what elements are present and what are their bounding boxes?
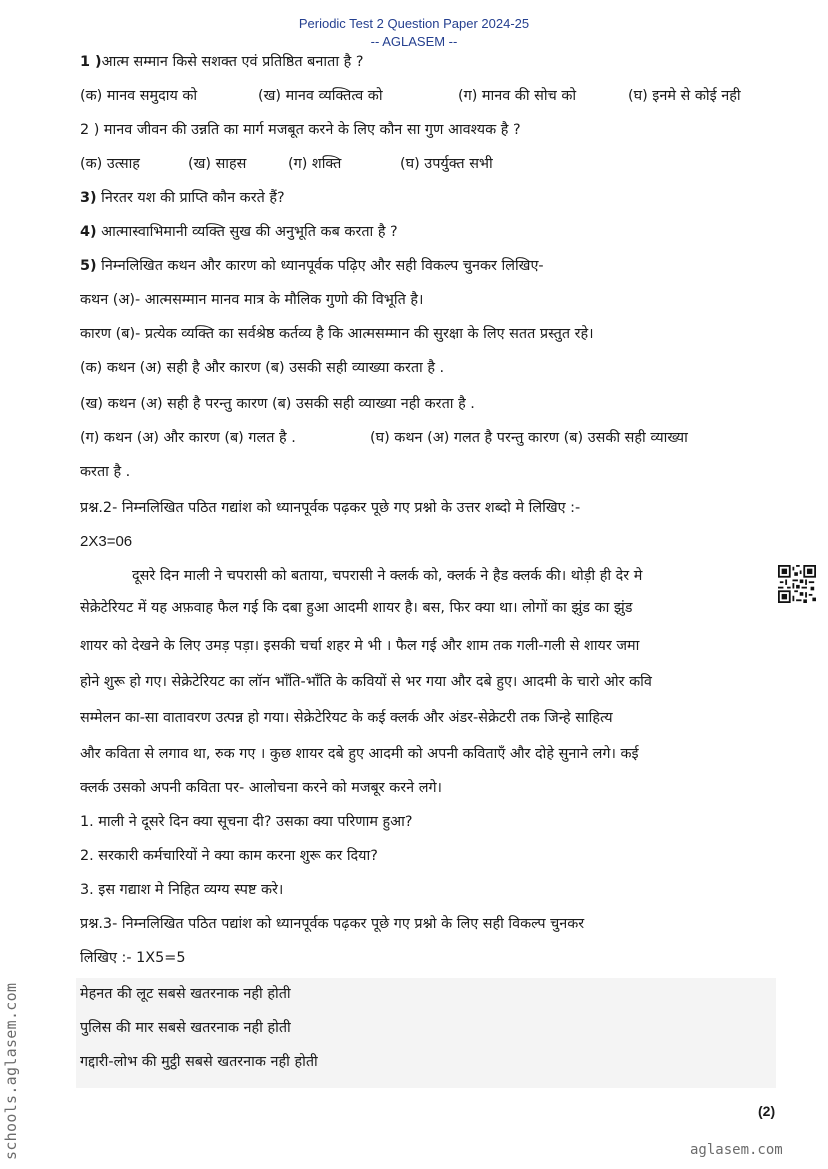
option-a: (क) मानव समुदाय को	[80, 88, 198, 104]
section-3-heading-continued: लिखिए :- 1X5=5	[80, 950, 186, 966]
option-b: (ख) मानव व्यक्तित्व को	[258, 88, 383, 104]
passage-line: और कविता से लगाव था, रुक गए । कुछ शायर दबे हुए आदमी को अपनी कविताएँ और दोहे सुनाने लगे। कई	[80, 746, 639, 762]
assertion: कथन (अ)- आत्मसम्मान मानव मात्र के मौलिक गुणो की विभूति है।	[80, 292, 424, 308]
option-b: (ख) कथन (अ) सही है परन्तु कारण (ब) उसकी सही व्याख्या नही करता है .	[80, 396, 475, 412]
qr-code-icon	[778, 565, 816, 603]
section-2-heading: प्रश्न.2- निम्नलिखित पठित गद्यांश को ध्यानपूर्वक पढ़कर पूछे गए प्रश्नो के उत्तर शब्दो मे लिखिए :-	[80, 500, 581, 516]
paper-title: Periodic Test 2 Question Paper 2024-25	[298, 16, 530, 31]
poem-line: मेहनत की लूट सबसे खतरनाक नही होती	[80, 986, 291, 1002]
question-1-options	[80, 86, 741, 106]
question-text: आत्मास्वाभिमानी व्यक्ति सुख की अनुभूति कब करता है ?	[96, 224, 398, 240]
question-number: 2 )	[80, 122, 100, 138]
question-text: मानव जीवन की उन्नति का मार्ग मजबूत करने के लिए कौन सा गुण आवश्यक है ?	[99, 122, 521, 138]
question-text: आत्म सम्मान किसे सशक्त एवं प्रतिष्ठित बनाता है ?	[101, 54, 364, 70]
question-3	[80, 188, 285, 208]
section-3-heading: प्रश्न.3- निम्नलिखित पठित पद्यांश को ध्यानपूर्वक पढ़कर पूछे गए प्रश्नो के लिए सही विकल्प चुनकर	[80, 916, 585, 932]
footer-site: aglasem.com	[690, 1142, 783, 1158]
question-number: 1 )	[80, 54, 102, 70]
page-number: (2)	[758, 1103, 776, 1119]
section-2-marks: 2X3=06	[80, 533, 133, 550]
option-c: (ग) कथन (अ) और कारण (ब) गलत है .	[80, 430, 296, 446]
passage-line: क्लर्क उसको अपनी कविता पर- आलोचना करने को मजबूर करने लगे।	[80, 780, 443, 796]
option-b: (ख) साहस	[188, 156, 247, 172]
question-4	[80, 222, 398, 242]
question-2	[80, 120, 521, 140]
passage-line: होने शुरू हो गए। सेक्रेटेरियट का लॉन भाँति-भाँति के कवियों से भर गया और दबे हुए। आदमी के चारो ओर कवि	[80, 674, 652, 690]
option-d: (घ) इनमे से कोई नही	[628, 88, 741, 104]
passage-line: शायर को देखने के लिए उमड़ पड़ा। इसकी चर्चा शहर मे भी । फैल गई और शाम तक गली-गली से शायर जमा	[80, 638, 640, 654]
side-watermark: schools.aglasem.com	[2, 982, 20, 1160]
passage-question-3: 3. इस गद्याश मे निहित व्यग्य स्पष्ट करे।	[80, 882, 284, 898]
question-number: 4)	[80, 224, 97, 240]
option-c-d-row	[80, 428, 688, 448]
question-5	[80, 256, 544, 276]
poem-line: पुलिस की मार सबसे खतरनाक नही होती	[80, 1020, 291, 1036]
reason: कारण (ब)- प्रत्येक व्यक्ति का सर्वश्रेष्ठ कर्तव्य है कि आत्मसम्मान की सुरक्षा के लिए सतत प्रस्तुत रहे।	[80, 326, 594, 342]
option-d: (घ) कथन (अ) गलत है परन्तु कारण (ब) उसकी सही व्याख्या	[370, 430, 688, 446]
poem-line: गद्दारी-लोभ की मुट्ठी सबसे खतरनाक नही होती	[80, 1054, 318, 1070]
question-text: निम्नलिखित कथन और कारण को ध्यानपूर्वक पढ़िए और सही विकल्प चुनकर लिखिए-	[96, 258, 544, 274]
question-2-options	[80, 154, 493, 174]
passage-question-2: 2. सरकारी कर्मचारियों ने क्या काम करना शुरू कर दिया?	[80, 848, 378, 864]
question-number: 3)	[80, 190, 97, 206]
passage-line: दूसरे दिन माली ने चपरासी को बताया, चपरासी ने क्लर्क को, क्लर्क ने हैड क्लर्क की। थोड़ी ही देर मे	[132, 568, 643, 584]
option-a: (क) कथन (अ) सही है और कारण (ब) उसकी सही व्याख्या करता है .	[80, 360, 445, 376]
passage-line: सम्मेलन का-सा वातावरण उत्पन्न हो गया। सेक्रेटेरियट के कई क्लर्क और अंडर-सेक्रेटरी तक जिन्हे साहित्य	[80, 710, 613, 726]
option-a: (क) उत्साह	[80, 156, 140, 172]
paper-source: -- AGLASEM --	[370, 34, 458, 49]
option-c: (ग) मानव की सोच को	[458, 88, 577, 104]
question-1	[80, 52, 363, 72]
option-d-continued: करता है .	[80, 464, 131, 480]
option-c: (ग) शक्ति	[288, 156, 342, 172]
passage-question-1: 1. माली ने दूसरे दिन क्या सूचना दी? उसका क्या परिणाम हुआ?	[80, 814, 413, 830]
question-text: निरतर यश की प्राप्ति कौन करते हैं?	[96, 190, 285, 206]
question-number: 5)	[80, 258, 97, 274]
option-d: (घ) उपर्युक्त सभी	[400, 156, 493, 172]
passage-line: सेक्रेटेरियट में यह अफ़वाह फैल गई कि दबा हुआ आदमी शायर है। बस, फिर क्या था। लोगों का झुंड का झुंड	[80, 600, 633, 616]
